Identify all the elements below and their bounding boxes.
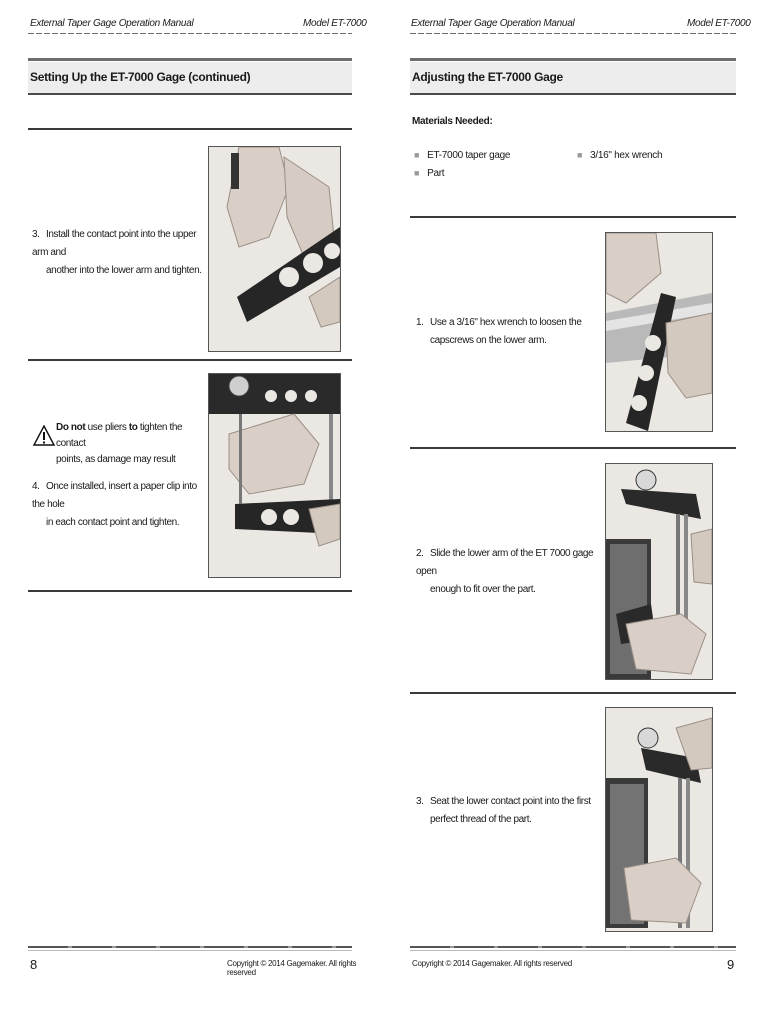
photo-install-contact-point — [208, 146, 341, 352]
step-1-text: 1. Use a 3/16" hex wrench to loosen the capscrews on the lower arm. — [416, 314, 596, 350]
warning-icon — [33, 425, 55, 447]
step-number: 2. — [416, 548, 424, 559]
photo-paper-clip — [208, 373, 341, 578]
section-title: Adjusting the ET-7000 Gage — [412, 70, 563, 84]
photo-slide-lower-arm — [605, 463, 713, 680]
material-item: ■ 3/16" hex wrench — [577, 150, 663, 161]
header-model: Model ET-7000 — [687, 18, 751, 29]
step-3-text: 3. Install the contact point into the upper arm and another into the lower arm and tighten. — [32, 226, 202, 280]
page-number: 8 — [30, 957, 38, 972]
divider-rule — [410, 447, 736, 449]
warning-text: Do not use pliers to tighten the contact points, as damage may result — [56, 422, 183, 465]
section-bottom-rule — [28, 93, 352, 95]
divider-rule — [410, 692, 736, 694]
step-number: 1. — [416, 317, 424, 328]
header-rule — [410, 33, 736, 34]
footer-rule — [410, 946, 736, 948]
material-item: ■ Part — [414, 168, 445, 179]
step-4-text: 4. Once installed, insert a paper clip into the hole in each contact point and tighten. — [32, 478, 202, 532]
header-model: Model ET-7000 — [303, 18, 367, 29]
footer-rule-thin — [28, 950, 352, 951]
section-top-rule — [410, 58, 736, 61]
step-number: 4. — [32, 481, 40, 492]
step-number: 3. — [32, 229, 40, 240]
copyright: Copyright © 2014 Gagemaker. All rights reserved — [412, 959, 572, 968]
step-number: 3. — [416, 796, 424, 807]
divider-rule — [28, 359, 352, 361]
section-top-rule — [28, 58, 352, 61]
page-number: 9 — [727, 957, 735, 972]
header-title: External Taper Gage Operation Manual — [30, 18, 194, 29]
copyright: Copyright © 2014 Gagemaker. All rights reserved — [227, 959, 357, 977]
section-bottom-rule — [410, 93, 736, 95]
header-title: External Taper Gage Operation Manual — [411, 18, 575, 29]
step-3-text: 3. Seat the lower contact point into the first perfect thread of the part. — [416, 793, 596, 829]
footer-rule-thin — [410, 950, 736, 951]
section-title: Setting Up the ET-7000 Gage (continued) — [30, 70, 251, 84]
step-2-text: 2. Slide the lower arm of the ET 7000 gage open enough to fit over the part. — [416, 545, 596, 599]
divider-rule — [28, 128, 352, 130]
divider-rule — [28, 590, 352, 592]
material-item: ■ ET-7000 taper gage — [414, 150, 511, 161]
divider-rule — [410, 216, 736, 218]
photo-seat-contact-point — [605, 707, 713, 932]
header-rule — [28, 33, 352, 34]
photo-hex-wrench — [605, 232, 713, 432]
materials-label: Materials Needed: — [412, 116, 493, 127]
footer-rule — [28, 946, 352, 948]
right-page — [384, 0, 768, 1024]
